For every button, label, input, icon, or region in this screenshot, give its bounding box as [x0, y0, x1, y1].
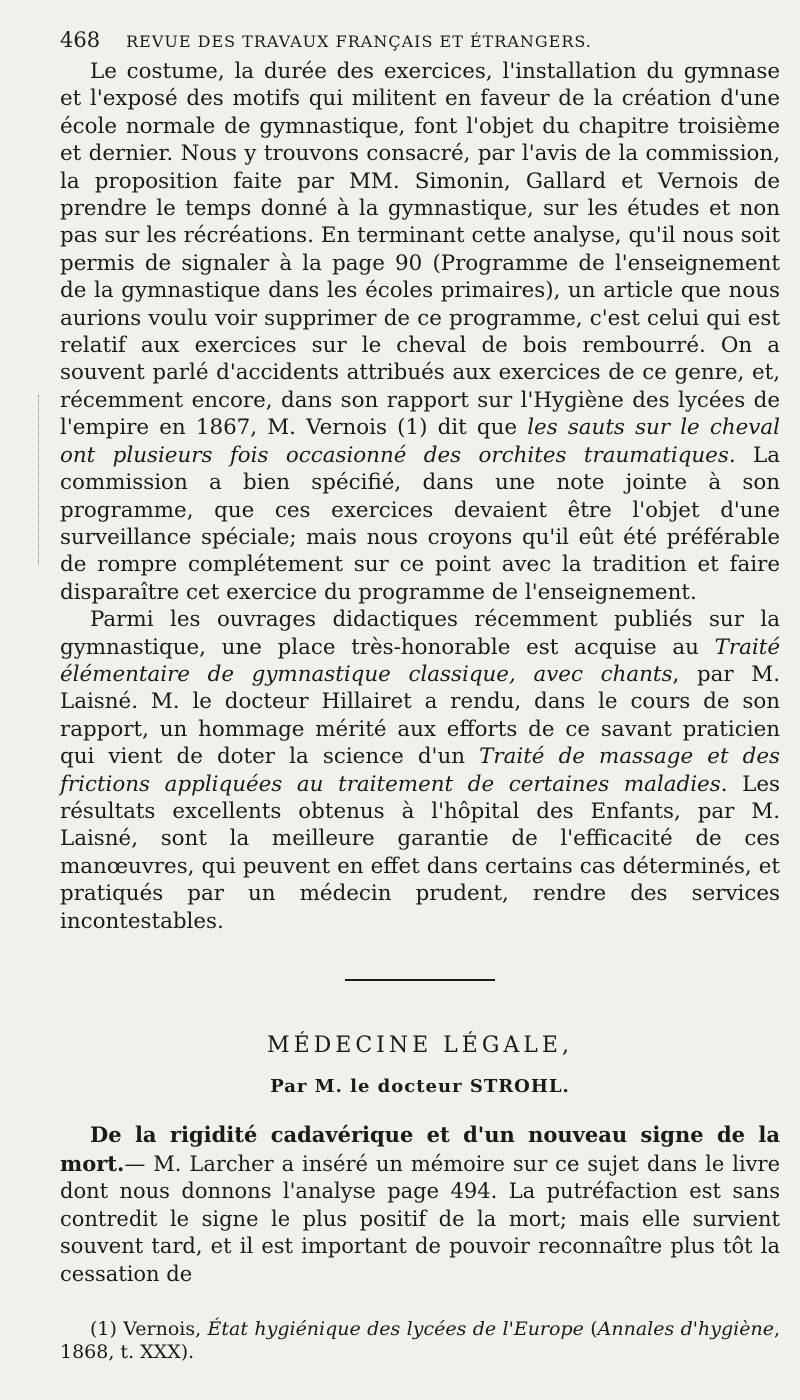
footnote	[60, 1318, 780, 1364]
paragraph-1-quote: les sauts sur le cheval ont plusieurs fois occasionné des orchites traumatiques	[60, 415, 780, 468]
footnote-journal: Annales d'hygiène	[597, 1318, 774, 1340]
footnote-rest-a: (	[583, 1318, 598, 1340]
footnote-rest-b: , 1868, t. XXX).	[60, 1318, 780, 1363]
section-lead: De la rigidité cadavérique et d'un nouveau signe de la mort.	[60, 1122, 780, 1176]
paragraph-2-book-title-1: Traité élémentaire de gymnastique classique, avec chants	[60, 634, 780, 687]
page-number: 468	[60, 28, 101, 52]
paragraph-2-text-a: Parmi les ouvrages didactiques récemment publiés sur la gymnastique, une place très-honorable est acquise au	[60, 607, 780, 660]
section-title: MÉDECINE LÉGALE,	[267, 1033, 573, 1058]
section-author: Par M. le docteur STROHL.	[270, 1076, 570, 1097]
section-text: — M. Larcher a inséré un mémoire sur ce sujet dans le livre dont nous donnons l'analyse page 494. La putréfaction est sans contredit le signe le plus positif de la mort; mais elle survient souvent tard, et il est important de pouvoir reconnaître plus tôt la cessation de	[60, 1151, 780, 1286]
paragraph-1-text-b: . La commission a bien spécifié, dans une note jointe à son programme, que ces exercices devaient être l'objet d'une surveillance spéciale; mais nous croyons qu'il eût été préférable de rompre complétement sur ce point avec la tradition et faire disparaître cet exercice du programme de l'enseignement.	[60, 442, 781, 605]
paragraph-1-text-a: Le costume, la durée des exercices, l'installation du gymnase et l'exposé des motifs qui militent en faveur de la création d'une école normale de gymnastique, font l'objet du chapitre troisième et dernier. Nous y trouvons consacré, par l'avis de la commission, la proposition faite par MM. Simonin, Gallard et Vernois de prendre le temps donné à la gymnastique, sur les études et non pas sur les récréations. En terminant cette analyse, qu'il nous soit permis de signaler à la page 90 (Programme de l'enseignement de la gymnastique dans les écoles primaires), un article que nous aurions voulu voir supprimer de ce programme, c'est celui qui est relatif aux exercices sur le cheval de bois rembourré. On a souvent parlé d'accidents attribués aux exercices de ce genre, et, récemment encore, dans son rapport sur l'Hygiène des lycées de l'empire en 1867, M. Vernois (1) dit que	[60, 59, 780, 441]
paragraph-2	[60, 606, 780, 935]
body-text	[60, 58, 780, 935]
paragraph-2-book-title-2: Traité de massage et des frictions appliquées au traitement de certaines maladies	[60, 744, 780, 797]
running-title: REVUE DES TRAVAUX FRANÇAIS ET ÉTRANGERS.	[126, 32, 592, 51]
footnote-marker: (1) Vernois,	[90, 1318, 208, 1340]
paragraph-1	[60, 58, 780, 606]
section-body	[60, 1121, 780, 1288]
section-divider	[345, 979, 495, 981]
footnote-title: État hygiénique des lycées de l'Europe	[207, 1318, 584, 1340]
running-header	[60, 28, 780, 52]
paragraph-2-text-c: . Les résultats excellents obtenus à l'hôpital des Enfants, par M. Laisné, sont la meilleure garantie de l'efficacité de ces manœuvres, qui peuvent en effet dans certains cas déterminés, et pratiqués par un médecin prudent, rendre des services incontestables.	[60, 771, 780, 934]
margin-mark	[38, 395, 39, 565]
paragraph-2-text-b: , par M. Laisné. M. le docteur Hillairet a rendu, dans le cours de son rapport, un hommage mérité aux efforts de ce savant praticien qui vient de doter la science d'un	[60, 661, 780, 770]
